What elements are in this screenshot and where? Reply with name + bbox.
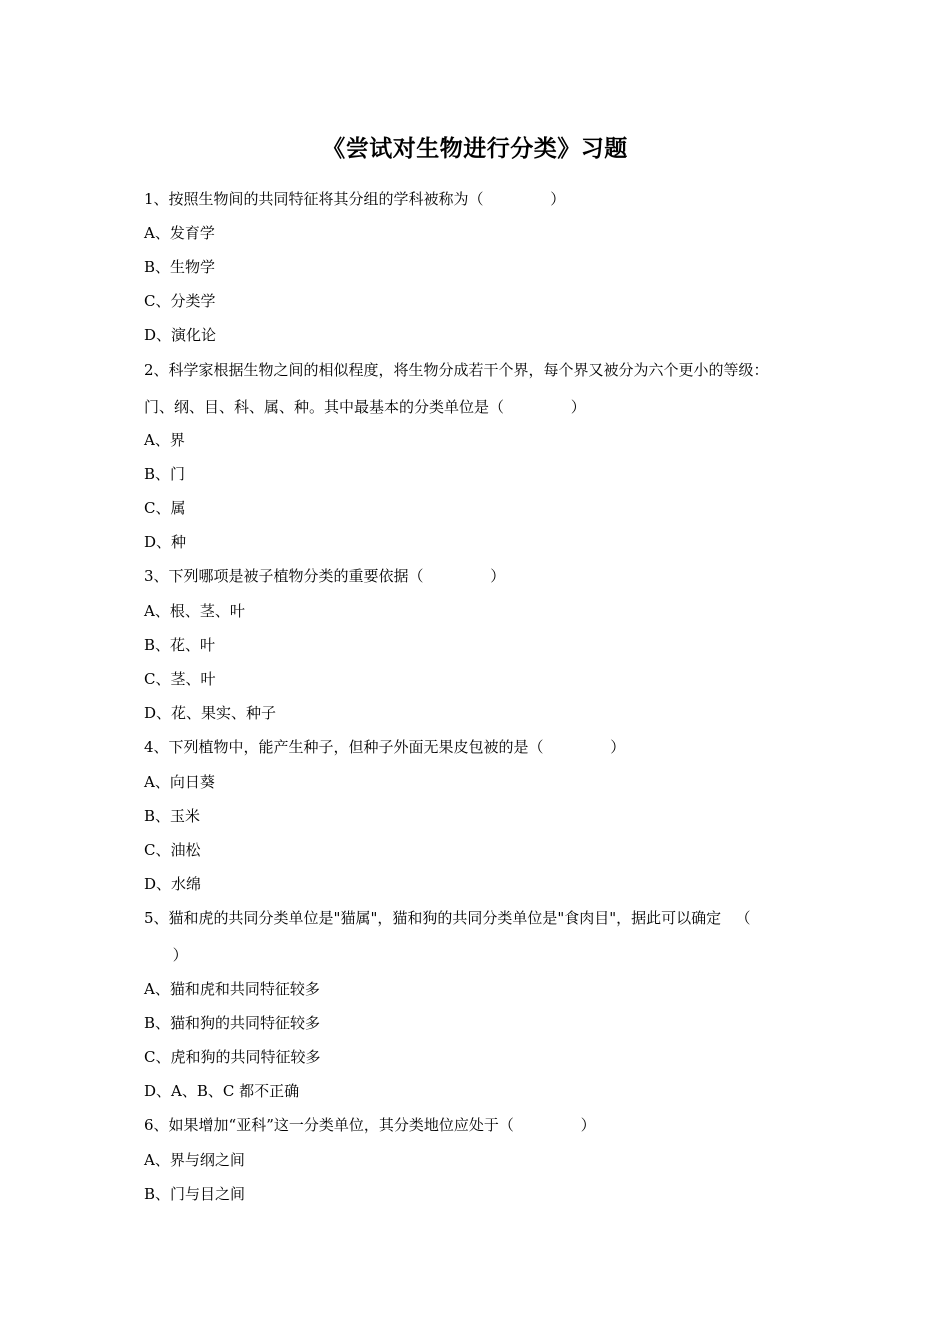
question-4-option-c: C、油松	[144, 841, 201, 859]
question-5-option-d: D、A、B、C 都不正确	[144, 1082, 300, 1100]
question-2-option-d: D、种	[144, 533, 187, 551]
question-6-option-b: B、门与目之间	[144, 1185, 246, 1203]
question-5-stem-line-1: 5、猫和虎的共同分类单位是"猫属"，猫和狗的共同分类单位是"食肉目"，据此可以确定 （	[144, 909, 751, 927]
question-1-option-c: C、分类学	[144, 292, 216, 310]
question-3-stem: 3、下列哪项是被子植物分类的重要依据（ ）	[144, 567, 506, 585]
question-5-option-c: C、虎和狗的共同特征较多	[144, 1048, 321, 1066]
question-4-option-b: B、玉米	[144, 807, 201, 825]
question-3-option-b: B、花、叶	[144, 636, 216, 654]
question-3-option-c: C、茎、叶	[144, 670, 216, 688]
document-title: 《尝试对生物进行分类》习题	[322, 136, 628, 162]
question-2-stem-line-1: 2、科学家根据生物之间的相似程度，将生物分成若干个界，每个界又被分为六个更小的等级：	[144, 361, 769, 379]
question-4-stem: 4、下列植物中，能产生种子，但种子外面无果皮包被的是（ ）	[144, 738, 626, 756]
question-5-stem-line-2: ）	[144, 946, 188, 964]
question-6-option-a: A、界与纲之间	[144, 1151, 245, 1169]
question-6-stem: 6、如果增加“亚科”这一分类单位，其分类地位应处于（ ）	[144, 1116, 596, 1134]
question-1-option-b: B、生物学	[144, 258, 216, 276]
question-5-option-b: B、猫和狗的共同特征较多	[144, 1014, 321, 1032]
question-3-option-d: D、花、果实、种子	[144, 704, 277, 722]
question-2-stem-line-2: 门、纲、目、科、属、种。其中最基本的分类单位是（ ）	[144, 398, 586, 416]
question-2-option-a: A、界	[144, 431, 185, 449]
question-3-option-a: A、根、茎、叶	[144, 602, 245, 620]
question-4-option-a: A、向日葵	[144, 773, 215, 791]
question-5-option-a: A、猫和虎和共同特征较多	[144, 980, 320, 998]
question-1-option-a: A、发育学	[144, 224, 215, 242]
question-2-option-b: B、门	[144, 465, 186, 483]
question-1-option-d: D、演化论	[144, 326, 217, 344]
question-2-option-c: C、属	[144, 499, 186, 517]
question-4-option-d: D、水绵	[144, 875, 202, 893]
question-1-stem: 1、按照生物间的共同特征将其分组的学科被称为（ ）	[144, 190, 566, 208]
